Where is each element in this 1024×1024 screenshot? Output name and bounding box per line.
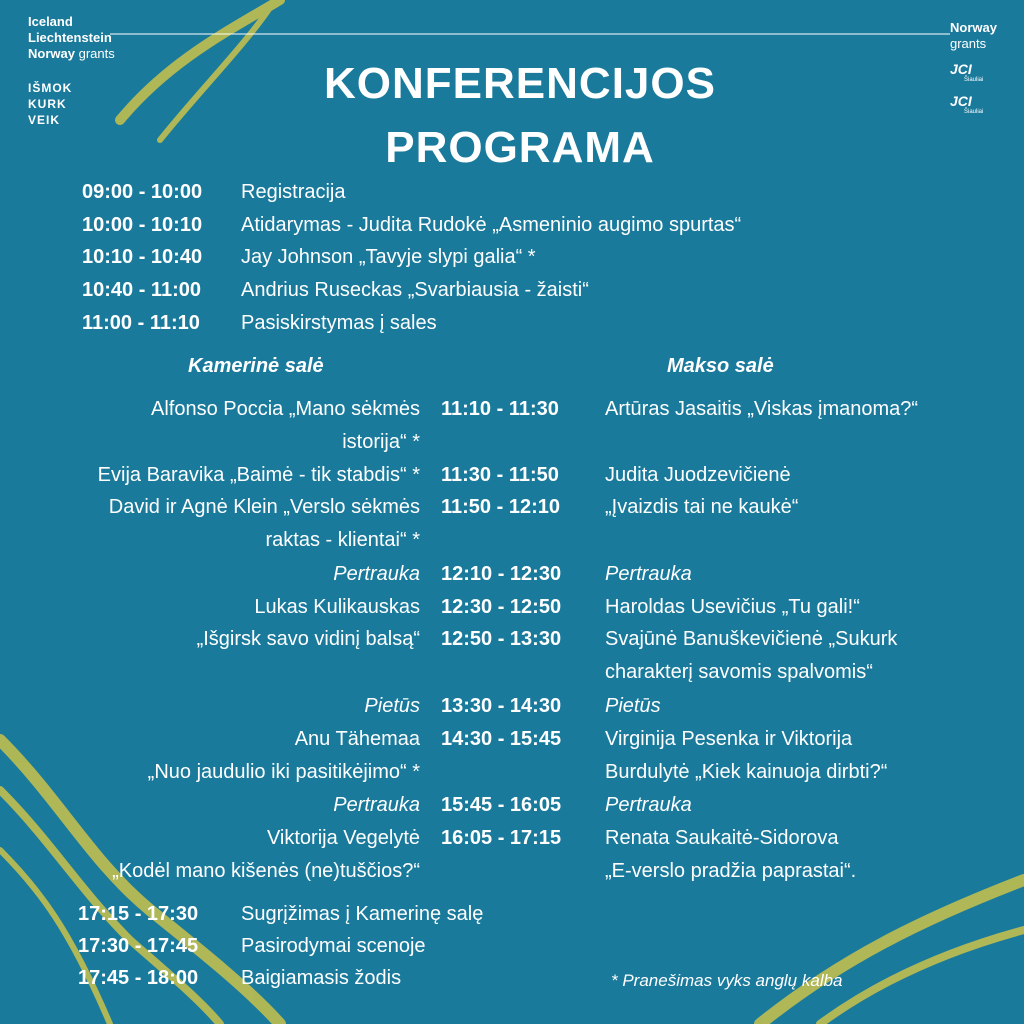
session-right: Artūras Jasaitis „Viskas įmanoma?“ [605, 398, 919, 420]
norway-logo-line2: grants [950, 36, 987, 51]
session-right-break: Pertrauka [605, 794, 692, 816]
ismok-kurk-veik-logo [28, 80, 115, 128]
logo-line-norway: Norway [28, 46, 75, 61]
session-left: Evija Baravika „Baimė - tik stabdis“ * [97, 464, 420, 486]
session-left-lunch: Pietūs [364, 695, 420, 717]
norway-logo-line1: Norway [950, 20, 997, 35]
session-time: 11:10 - 11:30 [441, 398, 559, 420]
ismok-line-3: VEIK [28, 113, 61, 127]
jci-logo-1: JCI Šiauliai [950, 61, 984, 83]
footnote: * Pranešimas vyks anglų kalba [611, 971, 843, 990]
evening-item: 17:45 - 18:00 Baigiamasis žodis [78, 967, 402, 989]
session-time: 16:05 - 17:15 [441, 827, 562, 849]
hall-heading-right: Makso salė [667, 355, 774, 377]
jci-logo-2: JCI Šiauliai [950, 93, 984, 115]
logo-line-iceland: Iceland [28, 14, 73, 29]
session-left: „Išgirsk savo vidinį balsą“ [196, 628, 420, 650]
session-right: Judita Juodzevičienė [605, 464, 791, 486]
session-right: Haroldas Usevičius „Tu gali!“ [605, 596, 860, 618]
title-line-2: PROGRAMA [385, 123, 655, 172]
session-left-break: Pertrauka [333, 563, 420, 585]
session-time: 12:50 - 13:30 [441, 628, 562, 650]
morning-item: 09:00 - 10:00 Registracija [82, 181, 346, 203]
morning-item: 11:00 - 11:10 Pasiskirstymas į sales [82, 312, 437, 334]
norway-grants-logo [950, 20, 1006, 116]
page-title [270, 52, 770, 180]
session-time: 11:30 - 11:50 [441, 464, 559, 486]
session-time: 15:45 - 16:05 [441, 794, 562, 816]
session-time: 14:30 - 15:45 [441, 728, 562, 750]
session-time: 12:10 - 12:30 [441, 563, 562, 585]
evening-item: 17:15 - 17:30 Sugrįžimas į Kamerinę salę [78, 903, 484, 925]
morning-item: 10:10 - 10:40 Jay Johnson „Tavyje slypi galia“ * [82, 246, 536, 268]
session-left: Anu Tähemaa „Nuo jaudulio iki pasitikėjimo“ * [147, 728, 420, 783]
session-time: 12:30 - 12:50 [441, 596, 562, 618]
morning-item: 10:00 - 10:10 Atidarymas - Judita Rudokė „Asmeninio augimo spurtas“ [82, 214, 742, 236]
session-time: 13:30 - 14:30 [441, 695, 562, 717]
eea-grants-logo [28, 14, 115, 128]
session-time: 11:50 - 12:10 [441, 496, 560, 518]
session-left: Viktorija Vegelytė „Kodėl mano kišenės (ne)tuščios?“ [112, 827, 420, 882]
logo-line-grants: grants [78, 46, 115, 61]
hall-heading-left: Kamerinė salė [188, 355, 324, 377]
session-left: Alfonso Poccia „Mano sėkmės istorija“ * [150, 398, 420, 453]
session-right: Renata Saukaitė-Sidorova „E-verslo pradžia paprastai“. [605, 827, 857, 882]
logo-line-liechtenstein: Liechtenstein [28, 30, 112, 45]
session-right: Svajūnė Banuškevičienė „Sukurk charakterį savomis spalvomis“ [605, 628, 898, 683]
ismok-line-1: IŠMOK [28, 81, 73, 95]
session-right: Virginija Pesenka ir Viktorija Burdulytė „Kiek kainuoja dirbti?“ [605, 728, 888, 783]
evening-item: 17:30 - 17:45 Pasirodymai scenoje [78, 935, 426, 957]
session-left: David ir Agnė Klein „Verslo sėkmės raktas - klientai“ * [108, 496, 420, 551]
ismok-line-2: KURK [28, 97, 67, 111]
session-right: „Įvaizdis tai ne kaukė“ [605, 496, 799, 518]
morning-item: 10:40 - 11:00 Andrius Ruseckas „Svarbiausia - žaisti“ [82, 279, 589, 301]
session-left: Lukas Kulikauskas [254, 596, 420, 618]
title-line-1: KONFERENCIJOS [324, 59, 716, 108]
session-right-lunch: Pietūs [605, 695, 661, 717]
session-right-break: Pertrauka [605, 563, 692, 585]
session-left-break: Pertrauka [333, 794, 420, 816]
